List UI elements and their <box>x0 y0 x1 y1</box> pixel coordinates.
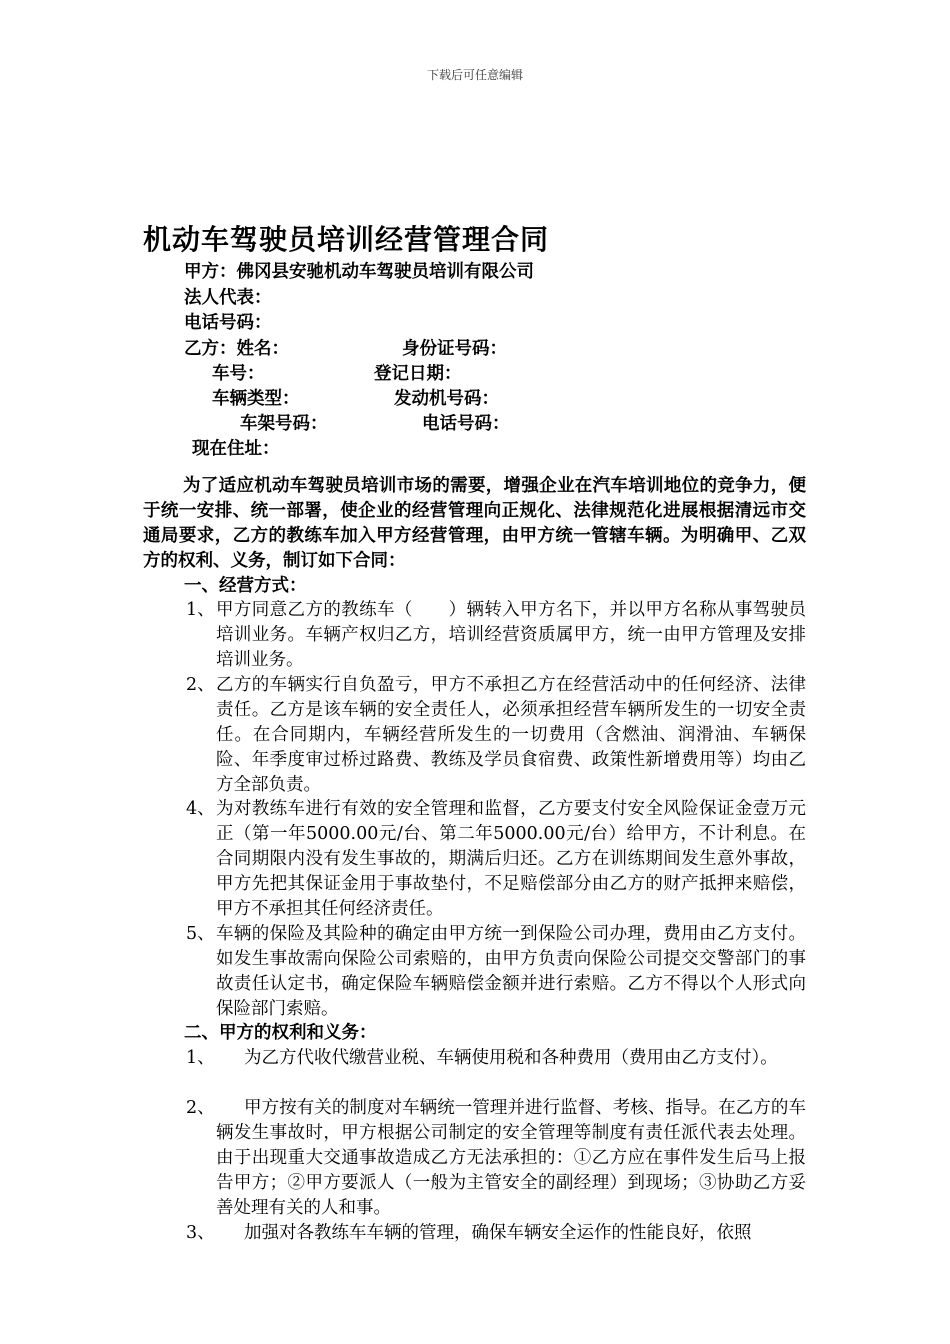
item-text: 乙方的车辆实行自负盈亏，甲方不承担乙方在经营活动中的任何经济、法律责任。乙方是该车辆的安全责任人，必须承担经营车辆所发生的一切安全责任。在合同期内，车辆经营所发生的一切费用（含燃油、润滑油、车辆保险、年季度审过桥过路费、教练及学员食宿费、政策性新增费用等）均由乙方全部负责。 <box>216 675 806 795</box>
contract-title: 机动车驾驶员培训经营管理合同 <box>143 223 550 256</box>
section-2-heading: 二、甲方的权利和义务： <box>184 1023 377 1043</box>
party-b-phone: 电话号码： <box>422 414 510 434</box>
header-note: 下载后可任意编辑 <box>426 68 523 82</box>
section-2-item-2 <box>186 1096 806 1221</box>
item-text: 车辆的保险及其险种的确定由甲方统一到保险公司办理，费用由乙方支付。如发生事故需向保险公司索赔的，由甲方负责向保险公司提交交警部门的事故责任认定书，确定保险车辆赔偿金额并进行索赔。乙方不得以个人形式向保险部门索赔。 <box>216 924 806 1019</box>
intro-paragraph: 为了适应机动车驾驶员培训市场的需要，增强企业在汽车培训地位的竞争力，便于统一安排、统一部署，使企业的经营管理向正规化、法律规范化进展根据清远市交通局要求，乙方的教练车加入甲方经营管理，由甲方统一管辖车辆。为明确甲、乙双方的权利、义务，制订如下合同： <box>143 476 806 571</box>
section-1-item-1 <box>186 598 806 673</box>
item-text: 甲方同意乙方的教练车（ ）辆转入甲方名下，并以甲方名称从事驾驶员培训业务。车辆产权归乙方，培训经营资质属甲方，统一由甲方管理及安排培训业务。 <box>216 600 806 670</box>
party-b-frame-no: 车架号码： <box>240 414 328 434</box>
section-2-item-1 <box>186 1046 806 1071</box>
party-b-address: 现在住址： <box>192 439 280 459</box>
item-number: 2、 <box>186 675 215 695</box>
item-number: 5、 <box>186 924 215 944</box>
party-a-phone: 电话号码： <box>184 313 272 333</box>
section-1-item-2 <box>186 673 806 798</box>
party-b-reg-date: 登记日期： <box>374 364 462 384</box>
item-number: 1、 <box>186 600 215 620</box>
party-a-legal-rep: 法人代表： <box>184 288 272 308</box>
party-b-id-no: 身份证号码： <box>402 339 507 359</box>
party-a-name: 甲方：佛冈县安驰机动车驾驶员培训有限公司 <box>184 262 534 282</box>
section-1-heading: 一、经营方式： <box>184 576 307 596</box>
party-b-plate: 车号： <box>212 364 265 384</box>
item-text: 为乙方代收代缴营业税、车辆使用税和各种费用（费用由乙方支付）。 <box>244 1048 778 1068</box>
section-2-item-3 <box>186 1221 806 1246</box>
party-b-name: 乙方：姓名： <box>184 339 289 359</box>
section-1-item-5 <box>186 922 806 1022</box>
item-number: 1、 <box>186 1048 215 1068</box>
item-number: 4、 <box>186 799 215 819</box>
item-text: 加强对各教练车车辆的管理，确保车辆安全运作的性能良好，依照 <box>244 1223 752 1243</box>
item-number: 2、 <box>186 1098 215 1118</box>
section-1-item-4 <box>186 797 806 922</box>
item-number: 3、 <box>186 1223 215 1243</box>
item-text: 为对教练车进行有效的安全管理和监督，乙方要支付安全风险保证金壹万元正（第一年5000.00元/台、第二年5000.00元/台）给甲方，不计利息。在合同期限内没有发生事故的，期满后归还。乙方在训练期间发生意外事故，甲方先把其保证金用于事故垫付，不足赔偿部分由乙方的财产抵押来赔偿，甲方不承担其任何经济责任。 <box>216 799 806 919</box>
party-b-engine-no: 发动机号码： <box>394 389 499 409</box>
party-b-vehicle-type: 车辆类型： <box>212 389 300 409</box>
item-text: 甲方按有关的制度对车辆统一管理并进行监督、考核、指导。在乙方的车辆发生事故时，甲方根据公司制定的安全管理等制度有责任派代表去处理。由于出现重大交通事故造成乙方无法承担的：①乙方应在事件发生后马上报告甲方；②甲方要派人（一般为主管安全的副经理）到现场；③协助乙方妥善处理有关的人和事。 <box>216 1098 806 1218</box>
